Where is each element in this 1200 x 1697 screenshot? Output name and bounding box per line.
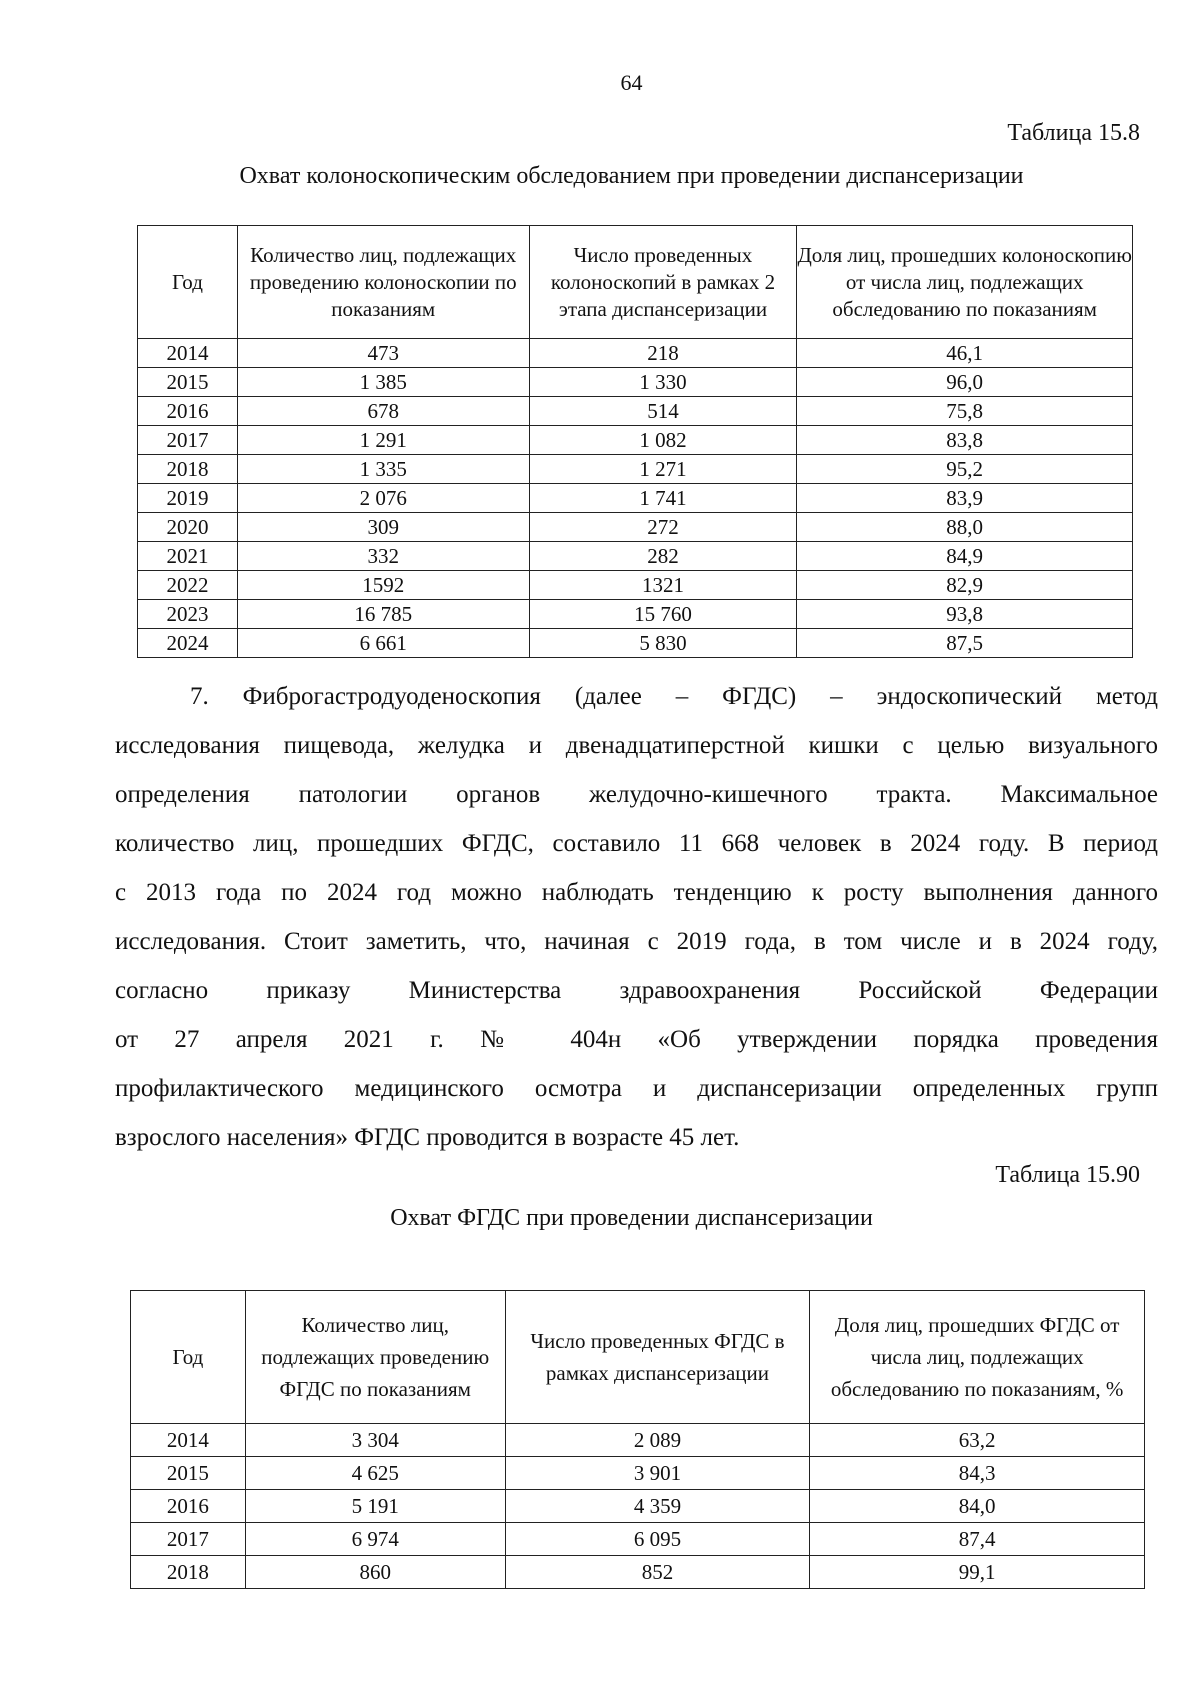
cell-share: 87,4 bbox=[810, 1523, 1145, 1556]
cell-share: 75,8 bbox=[797, 397, 1133, 426]
header-eligible-count: Количество лиц, подлежащих проведению ФГДС по показаниям bbox=[245, 1291, 505, 1424]
cell-performed-count: 218 bbox=[529, 339, 797, 368]
table-row bbox=[138, 426, 1133, 455]
paragraph-line: исследования пищевода, желудка и двенадцатиперстной кишки с целью визуального bbox=[115, 732, 1158, 759]
page-number: 64 bbox=[620, 70, 643, 95]
cell-year: 2016 bbox=[131, 1490, 246, 1523]
cell-share: 88,0 bbox=[797, 513, 1133, 542]
header-year: Год bbox=[138, 226, 238, 339]
cell-eligible-count: 1 385 bbox=[237, 368, 529, 397]
cell-year: 2024 bbox=[138, 629, 238, 658]
cell-performed-count: 4 359 bbox=[505, 1490, 810, 1523]
cell-year: 2017 bbox=[131, 1523, 246, 1556]
table1-title: Охват колоноскопическим обследованием при проведении диспансеризации bbox=[239, 163, 1024, 189]
cell-eligible-count: 2 076 bbox=[237, 484, 529, 513]
cell-share: 63,2 bbox=[810, 1424, 1145, 1457]
header-share: Доля лиц, прошедших колоноскопию от числа лиц, подлежащих обследованию по показаниям bbox=[797, 226, 1133, 339]
cell-eligible-count: 6 974 bbox=[245, 1523, 505, 1556]
cell-eligible-count: 6 661 bbox=[237, 629, 529, 658]
cell-performed-count: 1321 bbox=[529, 571, 797, 600]
table-row bbox=[138, 629, 1133, 658]
cell-performed-count: 15 760 bbox=[529, 600, 797, 629]
cell-year: 2015 bbox=[131, 1457, 246, 1490]
cell-performed-count: 852 bbox=[505, 1556, 810, 1589]
cell-performed-count: 282 bbox=[529, 542, 797, 571]
paragraph-line: 7. Фиброгастродуоденоскопия (далее – ФГДС) – эндоскопический метод bbox=[190, 683, 1158, 710]
cell-year: 2014 bbox=[138, 339, 238, 368]
table-row bbox=[138, 571, 1133, 600]
cell-eligible-count: 16 785 bbox=[237, 600, 529, 629]
table1-label: Таблица 15.8 bbox=[1007, 120, 1140, 146]
cell-performed-count: 3 901 bbox=[505, 1457, 810, 1490]
cell-eligible-count: 4 625 bbox=[245, 1457, 505, 1490]
paragraph-line: от 27 апреля 2021 г. № 404н «Об утверждении порядка проведения bbox=[115, 1026, 1158, 1053]
cell-performed-count: 1 082 bbox=[529, 426, 797, 455]
paragraph-line: согласно приказу Министерства здравоохранения Российской Федерации bbox=[115, 977, 1158, 1004]
cell-year: 2015 bbox=[138, 368, 238, 397]
table-row bbox=[138, 542, 1133, 571]
cell-share: 87,5 bbox=[797, 629, 1133, 658]
cell-performed-count: 1 741 bbox=[529, 484, 797, 513]
cell-eligible-count: 678 bbox=[237, 397, 529, 426]
cell-performed-count: 6 095 bbox=[505, 1523, 810, 1556]
table-row bbox=[131, 1556, 1145, 1589]
cell-share: 99,1 bbox=[810, 1556, 1145, 1589]
cell-share: 46,1 bbox=[797, 339, 1133, 368]
paragraph-line: определения патологии органов желудочно-кишечного тракта. Максимальное bbox=[115, 781, 1158, 808]
cell-performed-count: 1 330 bbox=[529, 368, 797, 397]
table-row bbox=[138, 600, 1133, 629]
cell-eligible-count: 1 291 bbox=[237, 426, 529, 455]
cell-share: 83,9 bbox=[797, 484, 1133, 513]
table-row bbox=[138, 368, 1133, 397]
cell-eligible-count: 1 335 bbox=[237, 455, 529, 484]
table2-title: Охват ФГДС при проведении диспансеризации bbox=[390, 1205, 873, 1231]
cell-eligible-count: 5 191 bbox=[245, 1490, 505, 1523]
table-row bbox=[131, 1424, 1145, 1457]
cell-year: 2019 bbox=[138, 484, 238, 513]
cell-year: 2022 bbox=[138, 571, 238, 600]
table-row bbox=[131, 1457, 1145, 1490]
cell-share: 93,8 bbox=[797, 600, 1133, 629]
cell-eligible-count: 473 bbox=[237, 339, 529, 368]
cell-share: 84,9 bbox=[797, 542, 1133, 571]
paragraph-line: исследования. Стоит заметить, что, начиная с 2019 года, в том числе и в 2024 году, bbox=[115, 928, 1158, 955]
header-performed-count: Число проведенных колоноскопий в рамках 2 этапа диспансеризации bbox=[529, 226, 797, 339]
table-body bbox=[138, 339, 1133, 658]
cell-year: 2020 bbox=[138, 513, 238, 542]
table-row bbox=[131, 1523, 1145, 1556]
cell-eligible-count: 860 bbox=[245, 1556, 505, 1589]
cell-performed-count: 5 830 bbox=[529, 629, 797, 658]
paragraph-line: количество лиц, прошедших ФГДС, составило 11 668 человек в 2024 году. В период bbox=[115, 830, 1158, 857]
table2-label: Таблица 15.90 bbox=[995, 1162, 1140, 1188]
table-row bbox=[131, 1490, 1145, 1523]
cell-year: 2018 bbox=[138, 455, 238, 484]
header-year: Год bbox=[131, 1291, 246, 1424]
fgds-table bbox=[130, 1290, 1145, 1589]
cell-year: 2018 bbox=[131, 1556, 246, 1589]
colonoscopy-table bbox=[137, 225, 1133, 658]
table-header-row bbox=[138, 226, 1133, 339]
table-row bbox=[138, 455, 1133, 484]
cell-share: 82,9 bbox=[797, 571, 1133, 600]
cell-year: 2021 bbox=[138, 542, 238, 571]
cell-year: 2014 bbox=[131, 1424, 246, 1457]
cell-year: 2016 bbox=[138, 397, 238, 426]
cell-eligible-count: 3 304 bbox=[245, 1424, 505, 1457]
cell-performed-count: 514 bbox=[529, 397, 797, 426]
paragraph-line: взрослого населения» ФГДС проводится в возрасте 45 лет. bbox=[115, 1124, 740, 1151]
cell-performed-count: 272 bbox=[529, 513, 797, 542]
cell-share: 96,0 bbox=[797, 368, 1133, 397]
cell-share: 84,0 bbox=[810, 1490, 1145, 1523]
cell-eligible-count: 309 bbox=[237, 513, 529, 542]
body-paragraph bbox=[115, 672, 1158, 1162]
table-row bbox=[138, 484, 1133, 513]
header-performed-count: Число проведенных ФГДС в рамках диспансеризации bbox=[505, 1291, 810, 1424]
cell-performed-count: 2 089 bbox=[505, 1424, 810, 1457]
table-row bbox=[138, 339, 1133, 368]
paragraph-line: с 2013 года по 2024 год можно наблюдать тенденцию к росту выполнения данного bbox=[115, 879, 1158, 906]
table-body bbox=[131, 1424, 1145, 1589]
header-share: Доля лиц, прошедших ФГДС от числа лиц, подлежащих обследованию по показаниям, % bbox=[810, 1291, 1145, 1424]
cell-performed-count: 1 271 bbox=[529, 455, 797, 484]
table-header-row bbox=[131, 1291, 1145, 1424]
cell-share: 83,8 bbox=[797, 426, 1133, 455]
cell-share: 95,2 bbox=[797, 455, 1133, 484]
cell-eligible-count: 332 bbox=[237, 542, 529, 571]
cell-eligible-count: 1592 bbox=[237, 571, 529, 600]
table-row bbox=[138, 513, 1133, 542]
cell-year: 2023 bbox=[138, 600, 238, 629]
header-eligible-count: Количество лиц, подлежащих проведению колоноскопии по показаниям bbox=[237, 226, 529, 339]
cell-share: 84,3 bbox=[810, 1457, 1145, 1490]
table-row bbox=[138, 397, 1133, 426]
paragraph-line: профилактического медицинского осмотра и диспансеризации определенных групп bbox=[115, 1075, 1158, 1102]
cell-year: 2017 bbox=[138, 426, 238, 455]
